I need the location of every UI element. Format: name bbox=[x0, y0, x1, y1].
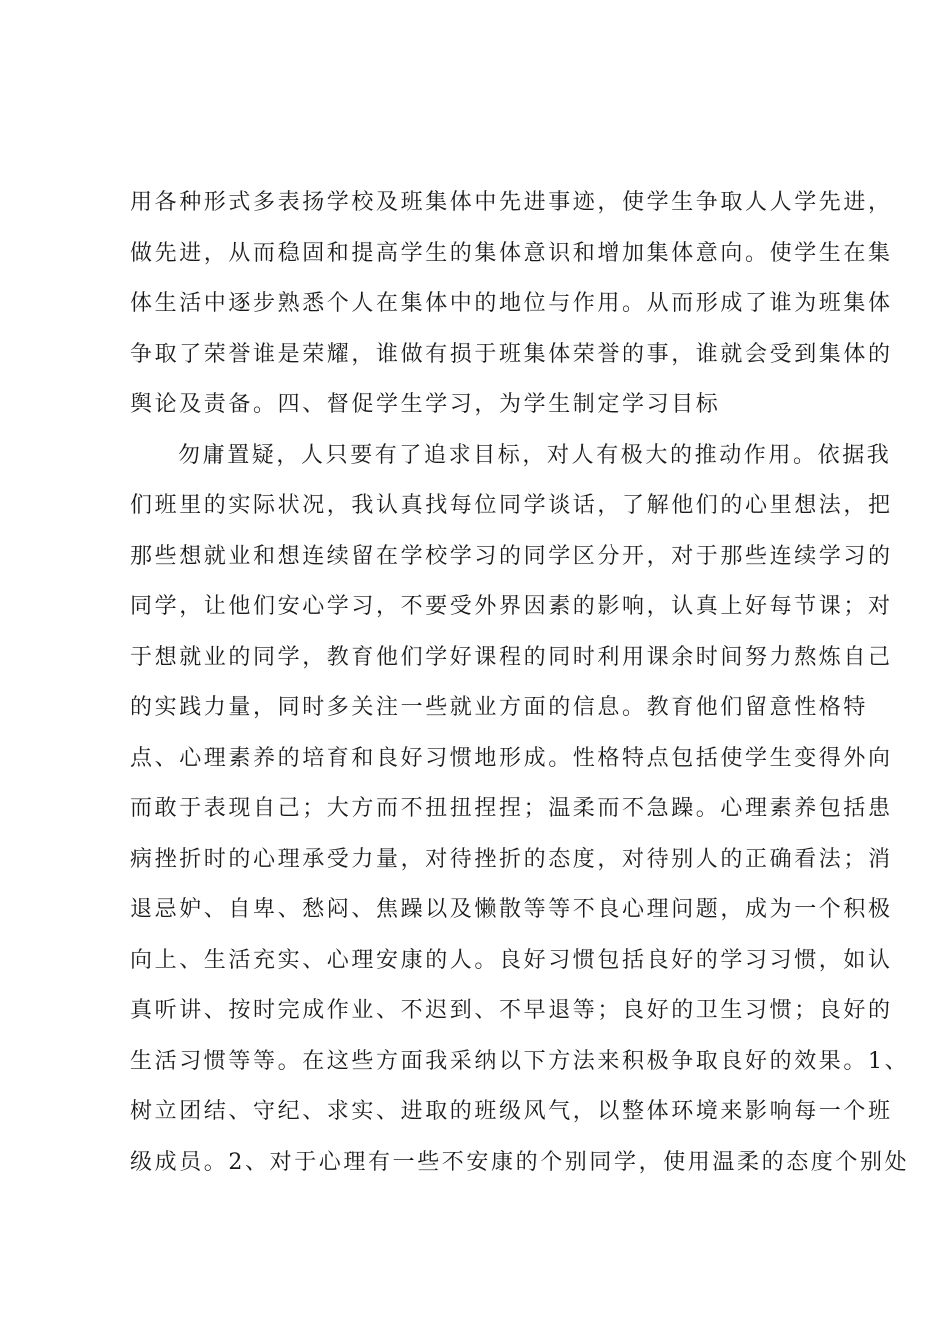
text-line: 向上、生活充实、心理安康的人。良好习惯包括良好的学习习惯，如认 bbox=[130, 947, 893, 973]
text-line: 树立团结、守纪、求实、进取的班级风气，以整体环境来影响每一个班 bbox=[130, 1099, 893, 1124]
text-line: 真听讲、按时完成作业、不迟到、不早退等；良好的卫生习惯；良好的 bbox=[130, 998, 893, 1023]
text-line: 病挫折时的心理承受力量，对待挫折的态度，对待别人的正确看法；消 bbox=[130, 846, 893, 872]
text-line: 争取了荣誉谁是荣耀，谁做有损于班集体荣誉的事，谁就会受到集体的 bbox=[130, 341, 893, 367]
text-line: 用各种形式多表扬学校及班集体中先进事迹，使学生争取人人学先进， bbox=[130, 190, 893, 215]
text-line: 退忌妒、自卑、愁闷、焦躁以及懒散等等不良心理问题，成为一个积极 bbox=[130, 897, 893, 922]
text-line: 做先进，从而稳固和提高学生的集体意识和增加集体意向。使学生在集 bbox=[130, 240, 893, 266]
text-line: 生活习惯等等。在这些方面我采纳以下方法来积极争取良好的效果。1、 bbox=[130, 1048, 910, 1074]
text-line: 体生活中逐步熟悉个人在集体中的地位与作用。从而形成了谁为班集体 bbox=[130, 291, 893, 316]
text-line: 的实践力量，同时多关注一些就业方面的信息。教育他们留意性格特 bbox=[130, 695, 869, 720]
text-line: 于想就业的同学，教育他们学好课程的同时利用课余时间努力熬炼自己 bbox=[130, 644, 893, 670]
body-text bbox=[130, 178, 910, 1188]
text-line: 点、心理素养的培育和良好习惯地形成。性格特点包括使学生变得外向 bbox=[130, 745, 893, 771]
paragraph-first-line: 勿庸置疑，人只要有了追求目标，对人有极大的推动作用。依据我 bbox=[178, 442, 892, 468]
text-line: 舆论及责备。四、督促学生学习，为学生制定学习目标 bbox=[130, 392, 721, 417]
text-line: 那些想就业和想连续留在学校学习的同学区分开，对于那些连续学习的 bbox=[130, 543, 893, 569]
text-line: 级成员。2、对于心理有一些不安康的个别同学，使用温柔的态度个别处 bbox=[130, 1149, 910, 1175]
text-line: 而敢于表现自己；大方而不扭扭捏捏；温柔而不急躁。心理素养包括患 bbox=[130, 796, 893, 821]
text-line: 同学，让他们安心学习，不要受外界因素的影响，认真上好每节课；对 bbox=[130, 594, 893, 619]
text-line: 们班里的实际状况，我认真找每位同学谈话，了解他们的心里想法，把 bbox=[130, 493, 893, 518]
